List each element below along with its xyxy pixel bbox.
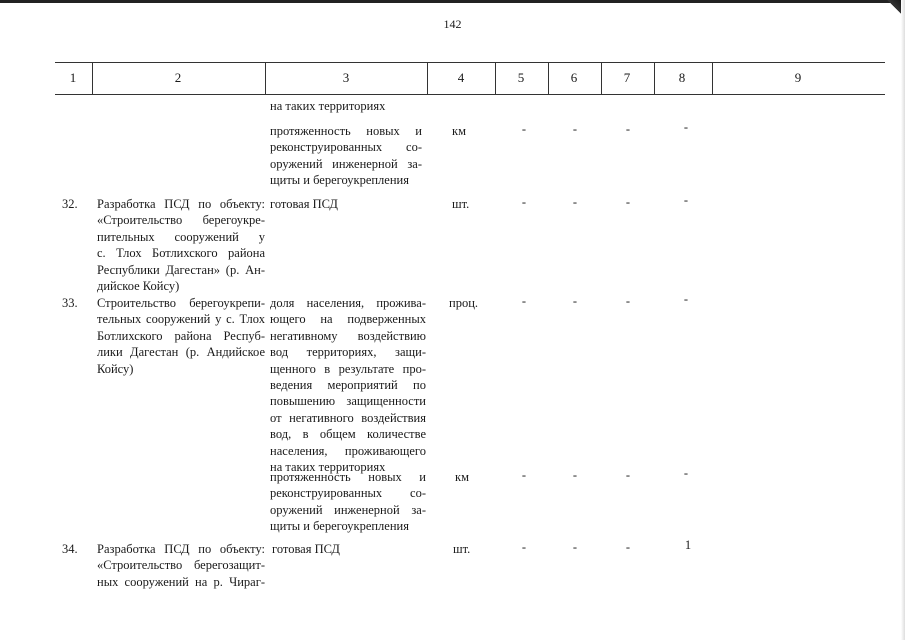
value-col8: - [683,466,689,480]
indicator: готовая ПСД [270,197,338,211]
value-col8: - [683,193,689,207]
indicator-length: протяженность новых и реконструированных со- оружений инженерной за- щиты и берегоукрепления [270,124,422,188]
value-col6: - [572,122,578,136]
column-header-4: 4 [457,70,465,85]
indicator-tail: на таких территориях [270,99,386,113]
page-number: 142 [443,17,462,31]
column-header-2: 2 [174,70,182,85]
unit-cell: км [452,124,466,138]
header-divider [601,62,602,95]
header-divider [495,62,496,95]
value-col7: - [625,468,631,482]
column-header-5: 5 [517,70,525,85]
column-header-8: 8 [678,70,686,85]
value-col7: - [625,195,631,209]
value-col7: - [625,122,631,136]
object-name: Разработка ПСД по объекту: «Строительство берегозащит- ных сооружений на р. Чираг- [97,542,265,589]
value-col8: - [683,120,689,134]
row-number: 34. [62,542,78,556]
object-name: Разработка ПСД по объекту: «Строительство берегоукре- пительных сооружений у с. Тлох Ботлихского района Республики Дагестан» (р. Ан- дийское Койсу) [97,197,265,294]
header-divider [427,62,428,95]
value-col6: - [572,294,578,308]
object-name: Строительство берегоукрепи- тельных сооружений у с. Тлох Ботлихского района Респуб- лики Дагестан (р. Андийское Койсу) [97,296,265,376]
header-divider [548,62,549,95]
value-col6: - [572,195,578,209]
indicator: готовая ПСД [272,542,340,556]
header-divider [712,62,713,95]
value-col5: - [521,195,527,209]
value-col7: - [625,294,631,308]
unit-cell: шт. [453,542,471,556]
value-col7: - [625,540,631,554]
scan-edge-top [0,0,905,3]
indicator-share: доля населения, прожива- ющего на подверженных негативному воздействию вод территориях, защи- щенного в результате про- ведения мероприятий по повышению защищенности от негативного воздействия вод, в общем количестве населения, проживающего на таких территориях [270,296,426,475]
value-col6: - [572,468,578,482]
row-number: 33. [62,296,78,310]
indicator-length: протяженность новых и реконструированных со- оружений инженерной за- щиты и берегоукрепления [270,470,426,534]
unit-cell: км [455,470,469,484]
scan-edge-right [901,0,905,640]
value-col8: - [683,292,689,306]
column-header-7: 7 [623,70,631,85]
column-header-3: 3 [342,70,350,85]
unit-cell: шт. [452,197,470,211]
header-bottom-border [55,94,885,95]
column-header-1: 1 [69,70,77,85]
header-divider [265,62,266,95]
column-header-9: 9 [794,70,802,85]
value-col8: 1 [684,538,692,552]
value-col5: - [521,540,527,554]
header-top-border [55,62,885,63]
value-col5: - [521,294,527,308]
row-number: 32. [62,197,78,211]
unit-cell: проц. [449,296,479,310]
column-header-6: 6 [570,70,578,85]
value-col5: - [521,468,527,482]
value-col6: - [572,540,578,554]
header-divider [654,62,655,95]
value-col5: - [521,122,527,136]
